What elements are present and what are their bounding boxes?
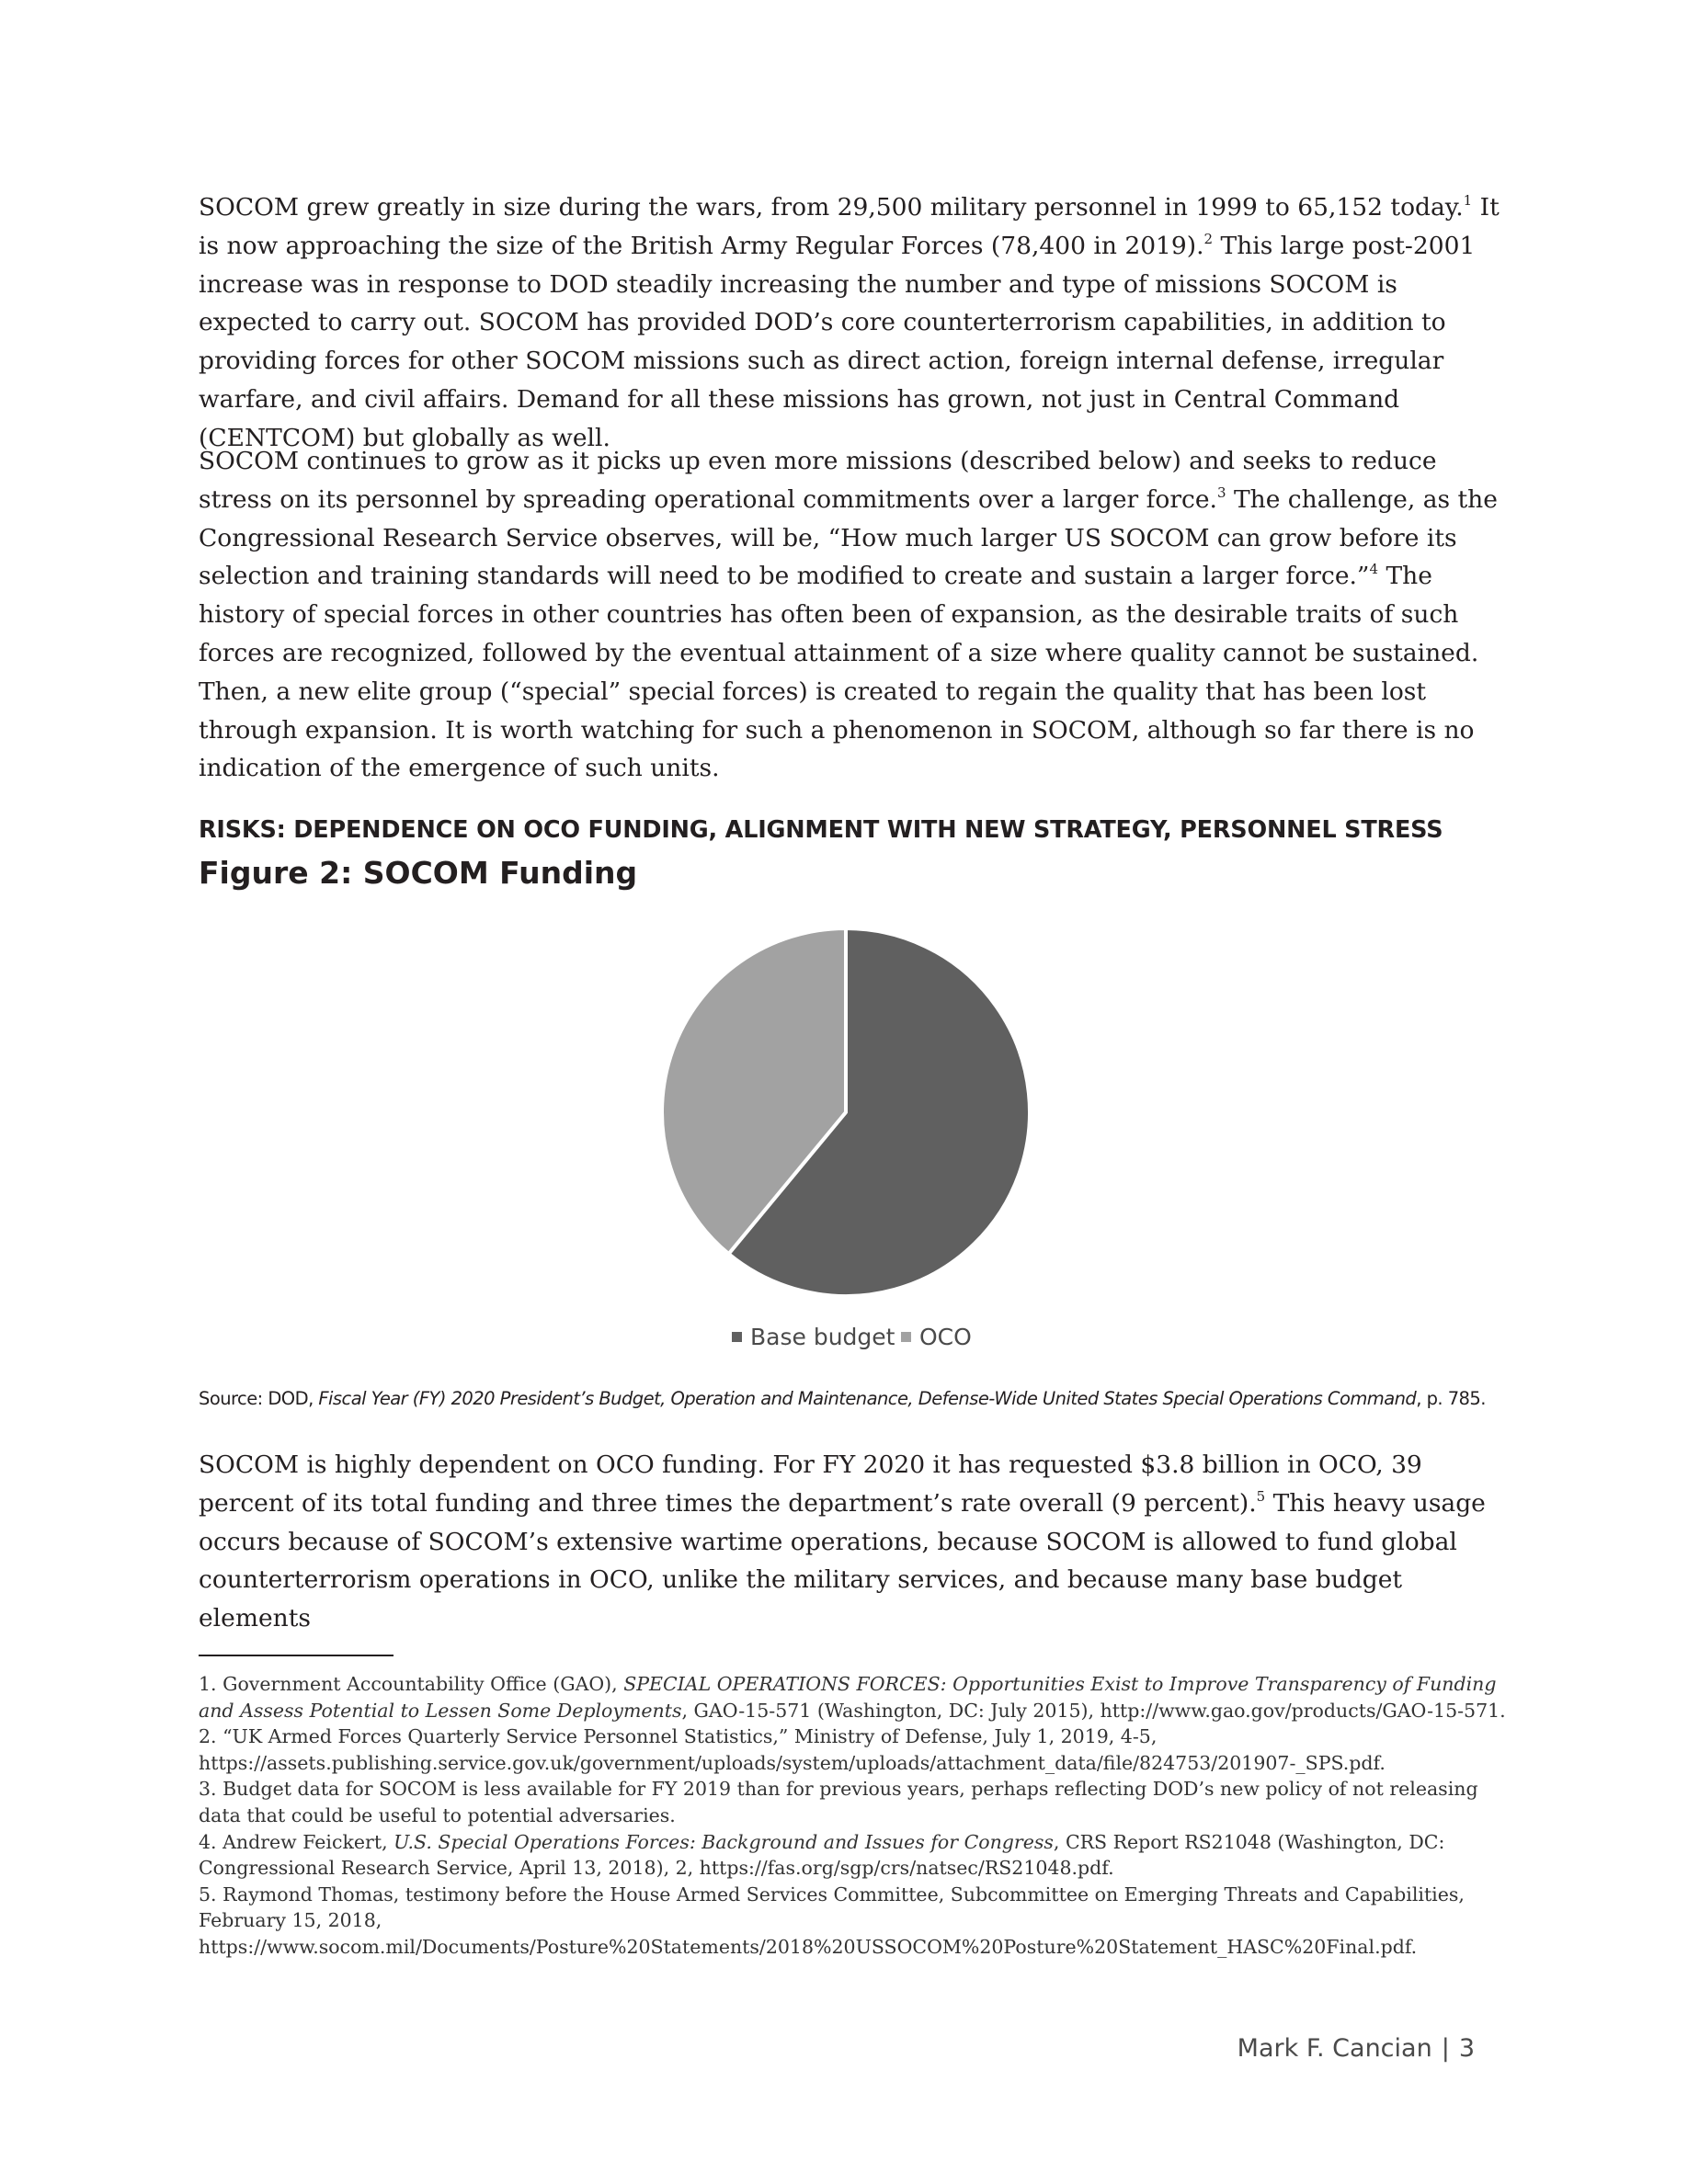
paragraph-text: The challenge, as the Congressional Research Service observes, will be, “How much larger US SOCOM can grow before its selection and training standards will need to be modified to create and sustain a larger force.” [199,484,1498,591]
paragraph-text: This heavy usage occurs because of SOCOM’s extensive wartime operations, because SOCOM is allowed to fund global counterterrorism operations in OCO, unlike the military services, and because many base budget elements [199,1488,1486,1633]
section-heading: RISKS: DEPENDENCE ON OCO FUNDING, ALIGNMENT WITH NEW STRATEGY, PERSONNEL STRESS [199,816,1443,844]
source-title: Fiscal Year (FY) 2020 President’s Budget, Operation and Maintenance, Defense-Wide United States Special Operations Command [318,1388,1417,1409]
legend-item-base-budget [732,1324,895,1350]
footnote-3: 3. Budget data for SOCOM is less available for FY 2019 than for previous years, perhaps reflecting DOD’s new policy of not releasing data that could be useful to potential adversaries. [199,1778,1478,1826]
paragraph-text: SOCOM is highly dependent on OCO funding. For FY 2020 it has requested $3.8 billion in OCO, 39 percent of its total funding and three times the department’s rate overall (9 percent). [199,1450,1422,1518]
footnote-text: , CRS Report RS21048 (Washington, DC: Congressional Research Service, April 13, 2018), 2, https://fas.org/sgp/crs/natsec/RS21048.pdf. [199,1830,1445,1880]
footnote-ref-3[interactable]: 3 [1216,483,1226,501]
footnote-text: 4. Andrew Feickert, [199,1830,394,1853]
footnote-5: 5. Raymond Thomas, testimony before the House Armed Services Committee, Subcommittee on Emerging Threats and Capabilities, February 15, 2018, https://www.socom.mil/Documents/Posture%20Statements/2018%20USSOCOM%20Posture%20Statement_HASC%20Final.pdf. [199,1883,1465,1958]
source-prefix: Source: DOD, [199,1388,319,1409]
legend-item-oco [901,1324,972,1350]
paragraph-text: This large post-2001 increase was in response to DOD steadily increasing the number and type of missions SOCOM is expected to carry out. SOCOM has provided DOD’s core counterterrorism capabilities, in addition to providing forces for other SOCOM missions such as direct action, foreign internal defense, irregular warfare, and civil affairs. Demand for all these missions has grown, not just in Central Command (CENTCOM) but globally as well. [199,231,1476,452]
footnote-text: 1. Government Accountability Office (GAO), [199,1673,624,1695]
footnote-ref-2[interactable]: 2 [1203,230,1214,247]
funding-pie-chart [644,910,1048,1314]
legend-label-oco: OCO [919,1324,972,1350]
figure-source [199,1388,1523,1409]
paragraph-text: It is now approaching the size of the British Army Regular Forces (78,400 in 2019). [199,193,1500,260]
paragraph-text: The history of special forces in other countries has often been of expansion, as the desirable traits of such forces are recognized, followed by the eventual attainment of a size where quality cannot be sustained. Then, a new elite group (“special” special forces) is created to regain the quality that has been lost through expansion. It is worth watching for such a phenomenon in SOCOM, although so far there is no indication of the emergence of such units. [199,562,1479,783]
page-number: 3 [1458,2034,1475,2063]
body-paragraph-1 [199,188,1504,458]
source-suffix: , p. 785. [1416,1388,1486,1409]
footnotes-list [199,1671,1513,1961]
legend-swatch-base-budget [732,1332,742,1342]
paragraph-text: SOCOM continues to grow as it picks up even more missions (described below) and seeks to reduce stress on its personnel by spreading operational commitments over a larger force. [199,447,1437,514]
footnote-2: 2. “UK Armed Forces Quarterly Service Personnel Statistics,” Ministry of Defense, July 1, 2019, 4-5, https://assets.publishing.service.gov.uk/government/uploads/system/uploads/attachment_data/file/824753/201907-_SPS.pdf. [199,1725,1386,1774]
footnote-ref-1[interactable]: 1 [1463,192,1473,209]
footnote-1 [199,1671,1513,1723]
footnote-ref-4[interactable]: 4 [1369,561,1379,578]
body-paragraph-2 [199,442,1504,788]
footnote-ref-5[interactable]: 5 [1256,1487,1266,1505]
figure-title: Figure 2: SOCOM Funding [199,855,638,891]
footnote-title: SPECIAL OPERATIONS FORCES: Opportunities Exist to Improve Transparency of Funding and Assess Potential to Lessen Some Deployments [199,1673,1497,1722]
chart-legend [726,1324,1002,1360]
footer-author: Mark F. Cancian [1237,2034,1432,2063]
footnote-4 [199,1829,1513,1882]
footer-separator: | [1441,2034,1450,2063]
footnote-divider [199,1655,393,1656]
footnote-text: , GAO-15-571 (Washington, DC: July 2015), http://www.gao.gov/products/GAO-15-571. [681,1699,1506,1722]
legend-swatch-oco [901,1332,911,1342]
body-paragraph-3 [199,1446,1504,1638]
footnote-title: U.S. Special Operations Forces: Background and Issues for Congress [393,1830,1054,1853]
page-footer [1237,2034,1475,2063]
paragraph-text: SOCOM grew greatly in size during the wars, from 29,500 military personnel in 1999 to 65,152 today. [199,193,1464,222]
legend-label-base-budget: Base budget [750,1324,895,1350]
